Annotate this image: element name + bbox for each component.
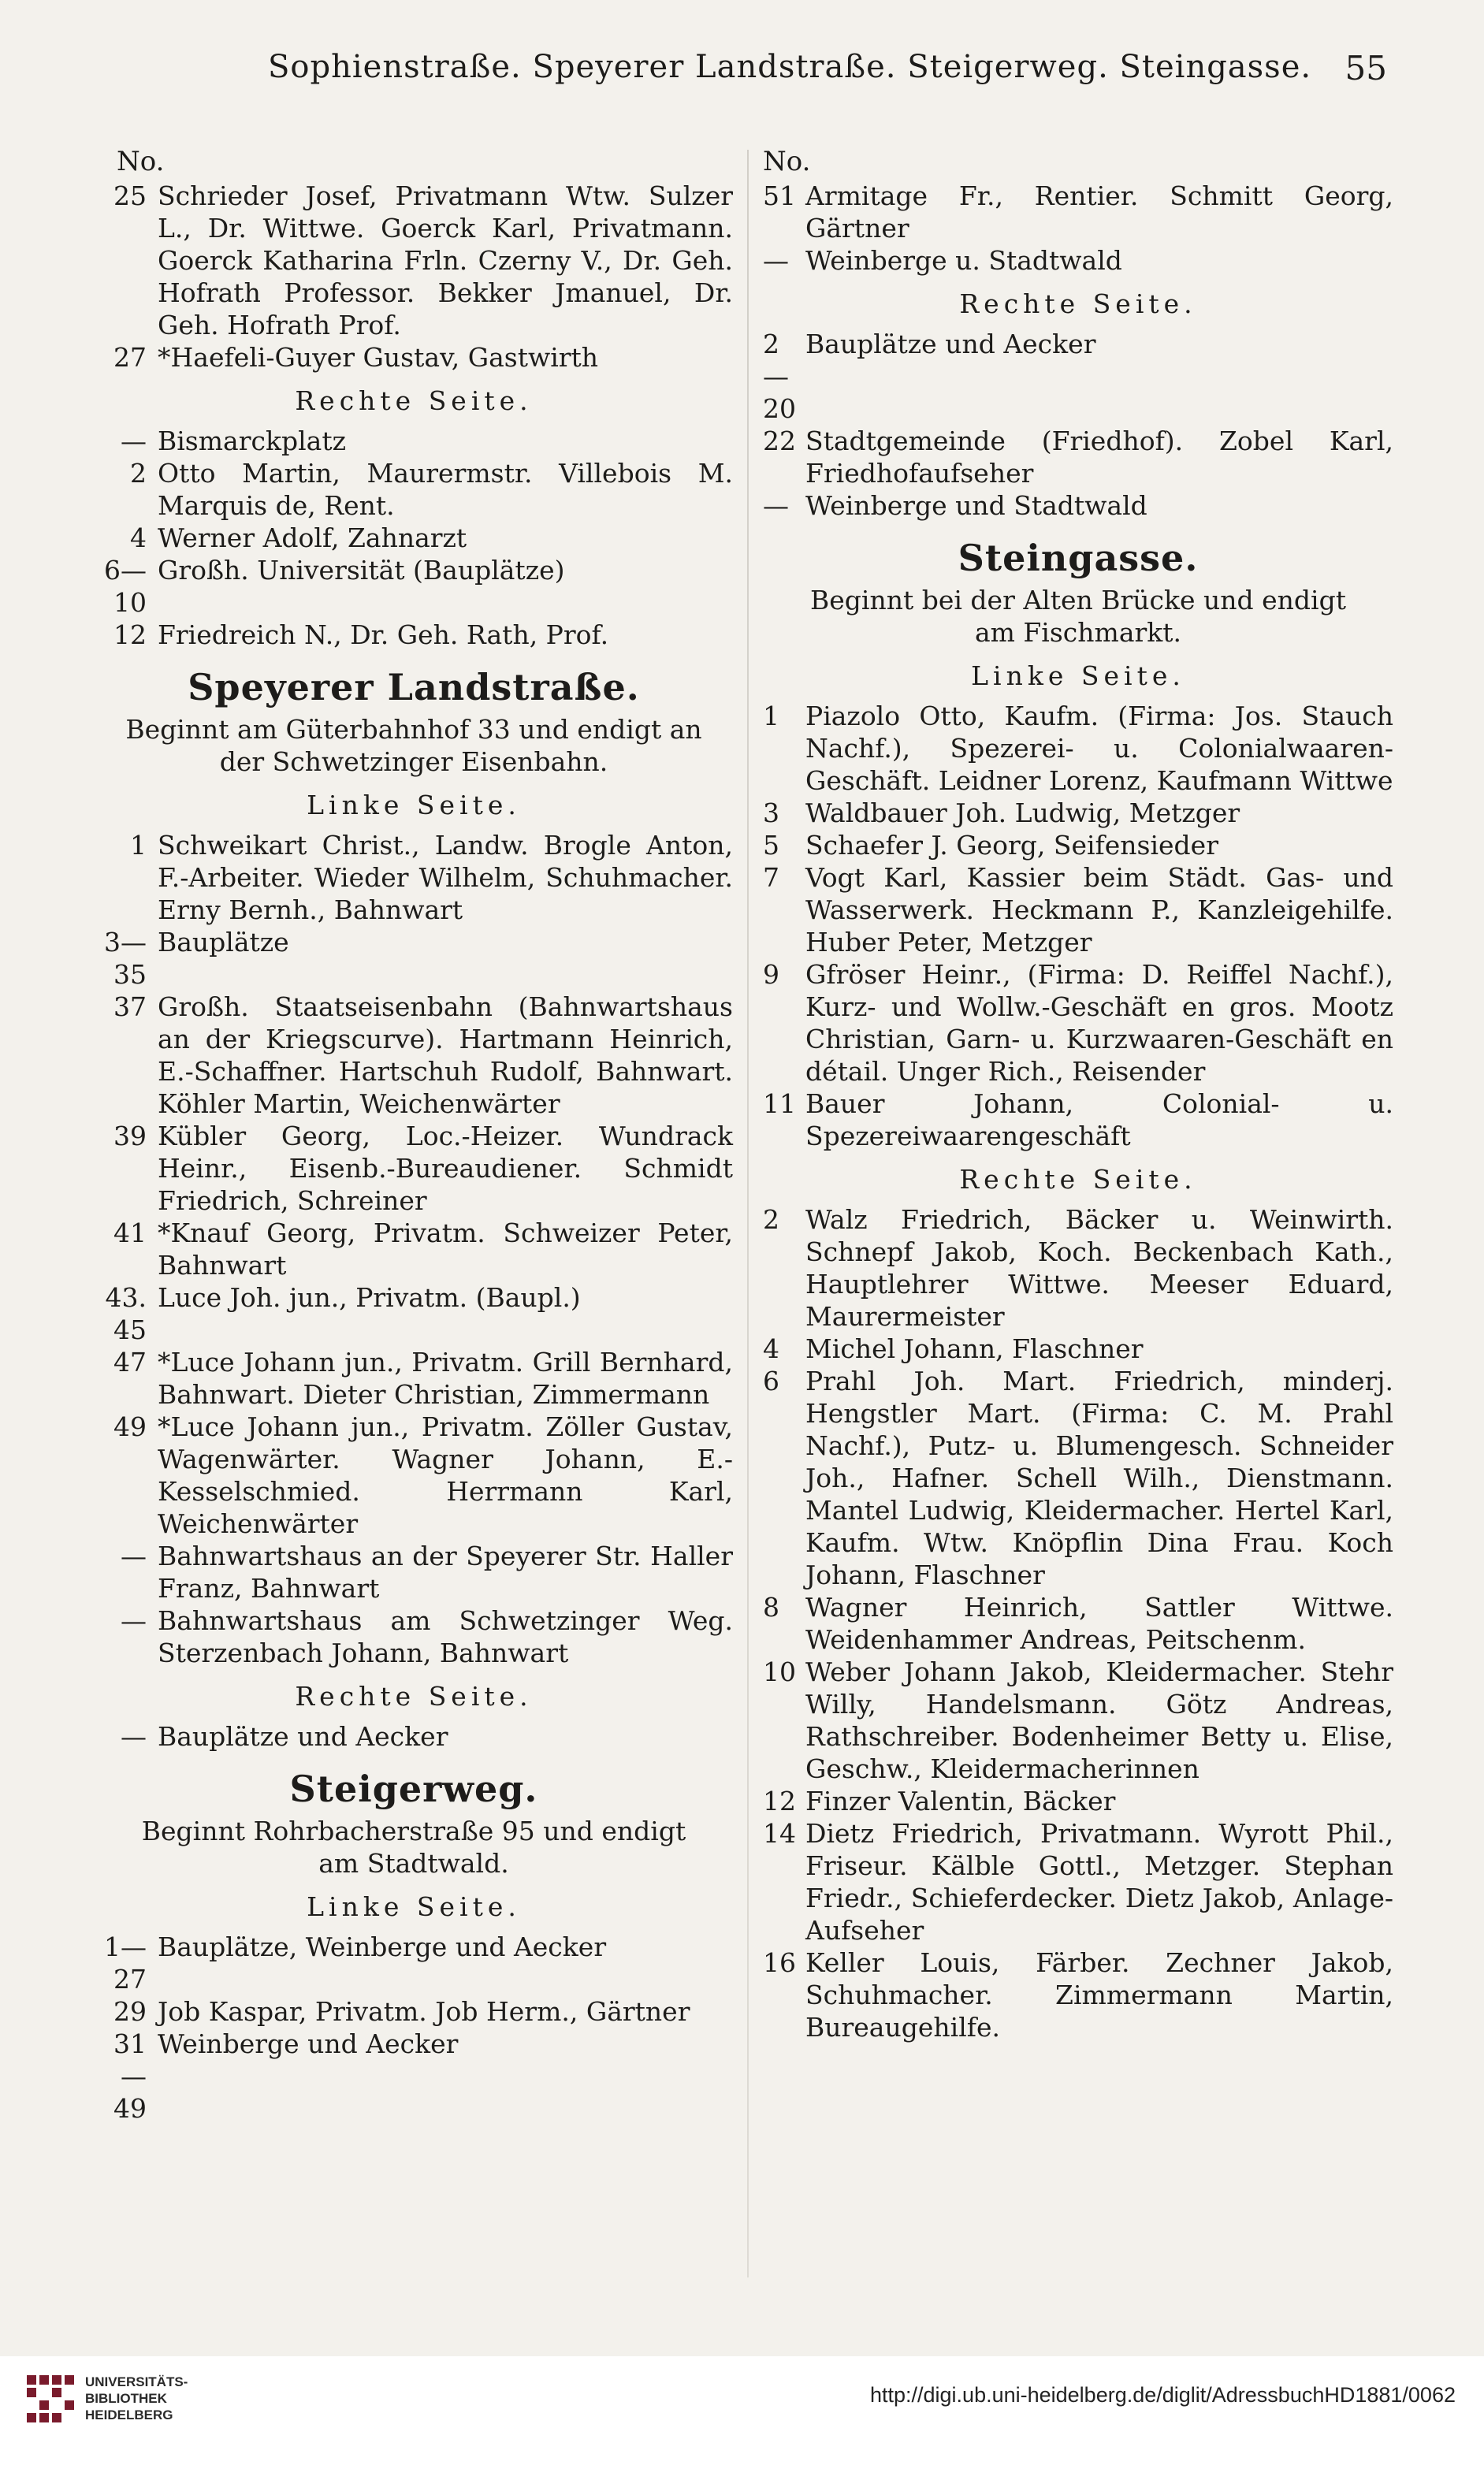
resident-text: Weinberge und Stadtwald <box>805 490 1147 521</box>
address-entry <box>95 2028 733 2125</box>
column-divider <box>747 150 749 2277</box>
house-number: 8 <box>763 1592 779 1623</box>
house-number: 14 <box>763 1818 796 1849</box>
resident-text: Schrieder Josef, Privatmann Wtw. Sulzer L., Dr. Wittwe. Goerck Karl, Privatmann. Goerck Katharina Frln. Czerny V., Dr. Geh. Hofrath Professor. Bekker Jmanuel, Dr. Geh. Hofrath Prof. <box>158 180 733 340</box>
address-entry <box>95 619 733 651</box>
address-entry <box>763 1203 1393 1333</box>
resident-text: Stadtgemeinde (Friedhof). Zobel Karl, Friedhofaufseher <box>805 426 1393 489</box>
house-number: — <box>763 245 789 276</box>
street-title: Steigerweg. <box>289 1768 538 1810</box>
address-entry <box>95 1931 733 1995</box>
address-entry <box>763 829 1393 861</box>
entry-list <box>95 1720 733 1753</box>
address-entry <box>763 1785 1393 1817</box>
side-heading: Rechte Seite. <box>959 1164 1197 1195</box>
address-entry <box>763 1591 1393 1656</box>
side-heading: Linke Seite. <box>307 1891 521 1922</box>
house-number: 47 <box>113 1347 147 1378</box>
page-header <box>268 49 1387 96</box>
address-entry <box>95 991 733 1120</box>
side-heading: Rechte Seite. <box>959 288 1197 319</box>
address-entry <box>95 457 733 522</box>
address-entry <box>763 700 1393 797</box>
house-number: 12 <box>763 1786 796 1816</box>
entry-list <box>95 180 733 374</box>
left-column <box>95 146 733 2125</box>
house-number: 25 <box>113 180 147 211</box>
street-description: Beginnt bei der Alten Brücke und endigt am Fischmarkt. <box>810 585 1346 648</box>
resident-text: *Haefeli-Guyer Gustav, Gastwirth <box>158 342 599 373</box>
resident-text: Keller Louis, Färber. Zechner Jakob, Schuhmacher. Zimmermann Martin, Bureaugehilfe. <box>805 1947 1393 2043</box>
resident-text: *Knauf Georg, Privatm. Schweizer Peter, Bahnwart <box>158 1218 733 1281</box>
house-number: 49 <box>113 1411 147 1442</box>
side-heading: Rechte Seite. <box>295 1681 533 1712</box>
house-number: 11 <box>763 1088 796 1119</box>
resident-text: Großh. Staatseisenbahn (Bahnwartshaus an der Kriegscurve). Hartmann Heinrich, E.-Schaffner. Hartschuh Rudolf, Bahnwart. Köhler Martin, Weichenwärter <box>158 991 733 1119</box>
resident-text: Weber Johann Jakob, Kleidermacher. Stehr Willy, Handelsmann. Götz Andreas, Rathschreiber. Bodenheimer Betty u. Elise, Geschw., Kleidermacherinnen <box>805 1656 1393 1784</box>
street-title: Steingasse. <box>958 537 1199 579</box>
house-number: — <box>121 1605 147 1636</box>
house-number: 51 <box>763 180 796 211</box>
address-entry <box>95 1720 733 1753</box>
address-entry <box>95 829 733 926</box>
resident-text: Friedreich N., Dr. Geh. Rath, Prof. <box>158 619 609 650</box>
address-entry <box>763 797 1393 829</box>
address-entry <box>95 1281 733 1346</box>
address-entry <box>95 1120 733 1217</box>
resident-text: Bauplätze und Aecker <box>805 329 1096 359</box>
address-entry <box>95 341 733 374</box>
resident-text: Dietz Friedrich, Privatmann. Wyrott Phil., Friseur. Kälble Gottl., Metzger. Stephan Friedr., Schieferdecker. Dietz Jakob, Anlage-Aufseher <box>805 1818 1393 1946</box>
address-entry <box>95 1540 733 1604</box>
address-entry <box>95 522 733 554</box>
house-number: — <box>121 426 147 456</box>
house-number: 6—10 <box>104 555 147 618</box>
running-title: Sophienstraße. Speyerer Landstraße. Steigerweg. Steingasse. <box>268 49 1312 85</box>
house-number: 1 <box>763 701 779 731</box>
resident-text: Bauer Johann, Colonial- u. Spezereiwaarengeschäft <box>805 1088 1393 1151</box>
entry-list <box>763 1203 1393 2043</box>
address-entry <box>95 1346 733 1411</box>
resident-text: Job Kaspar, Privatm. Job Herm., Gärtner <box>158 1996 690 2027</box>
resident-text: Weinberge u. Stadtwald <box>805 245 1122 276</box>
address-entry <box>95 1217 733 1281</box>
address-entry <box>763 244 1393 277</box>
resident-text: Schweikart Christ., Landw. Brogle Anton, F.-Arbeiter. Wieder Wilhelm, Schuhmacher. Erny Bernh., Bahnwart <box>158 830 733 925</box>
address-entry <box>763 489 1393 522</box>
street-title: Speyerer Landstraße. <box>188 666 640 708</box>
resident-text: Michel Johann, Flaschner <box>805 1333 1144 1364</box>
resident-text: Bauplätze und Aecker <box>158 1721 448 1752</box>
house-number: 9 <box>763 959 779 990</box>
house-number: 22 <box>763 426 796 456</box>
entry-list <box>763 180 1393 277</box>
address-entry <box>763 958 1393 1088</box>
resident-text: Schaefer J. Georg, Seifensieder <box>805 830 1218 861</box>
house-number: 43. 45 <box>105 1282 147 1345</box>
house-number: — <box>121 1721 147 1752</box>
entry-list <box>95 829 733 1669</box>
house-number: 31—49 <box>113 2028 147 2124</box>
address-entry <box>95 926 733 991</box>
address-entry <box>763 1656 1393 1785</box>
resident-text: Wagner Heinrich, Sattler Wittwe. Weidenhammer Andreas, Peitschenm. <box>805 1592 1393 1655</box>
address-entry <box>763 1088 1393 1152</box>
no-label: No. <box>117 146 165 177</box>
address-entry <box>95 554 733 619</box>
library-name: UNIVERSITÄTS- BIBLIOTHEK HEIDELBERG <box>85 2374 188 2422</box>
resident-text: Prahl Joh. Mart. Friedrich, minderj. Hengstler Mart. (Firma: C. M. Prahl Nachf.), Putz- u. Blumengesch. Schneider Joh., Hafner. Schell Wilh., Dienstmann. Mantel Ludwig, Kleidermacher. Hertel Karl, Kaufm. Wtw. Knöpflin Dina Frau. Koch Johann, Flaschner <box>805 1366 1393 1590</box>
house-number: 6 <box>763 1366 779 1396</box>
house-number: 29 <box>113 1996 147 2027</box>
address-entry <box>763 1946 1393 2043</box>
address-entry <box>95 425 733 457</box>
resident-text: Waldbauer Joh. Ludwig, Metzger <box>805 798 1240 828</box>
resident-text: Gfröser Heinr., (Firma: D. Reiffel Nachf.), Kurz- und Wollw.-Geschäft en gros. Mootz Christian, Garn- u. Kurzwaaren-Geschäft en détail. Unger Rich., Reisender <box>805 959 1393 1087</box>
resident-text: Großh. Universität (Bauplätze) <box>158 555 565 586</box>
house-number: 16 <box>763 1947 796 1978</box>
house-number: 1 <box>130 830 147 861</box>
address-entry <box>763 1333 1393 1365</box>
house-number: 3—35 <box>104 927 147 990</box>
no-label: No. <box>763 146 811 177</box>
resident-text: Finzer Valentin, Bäcker <box>805 1786 1116 1816</box>
page-number: 55 <box>1345 49 1387 87</box>
side-heading: Linke Seite. <box>307 790 521 820</box>
house-number: 7 <box>763 862 779 893</box>
resident-text: Walz Friedrich, Bäcker u. Weinwirth. Schnepf Jakob, Koch. Beckenbach Kath., Hauptlehrer Wittwe. Meeser Eduard, Maurermeister <box>805 1204 1393 1332</box>
resident-text: Bauplätze, Weinberge und Aecker <box>158 1932 607 1962</box>
house-number: 2 <box>130 458 147 489</box>
entry-list <box>95 425 733 651</box>
resident-text: Kübler Georg, Loc.-Heizer. Wundrack Heinr., Eisenb.-Bureaudiener. Schmidt Friedrich, Schreiner <box>158 1121 733 1216</box>
address-entry <box>763 1365 1393 1591</box>
entry-list <box>763 700 1393 1152</box>
address-entry <box>763 180 1393 244</box>
address-entry <box>763 1817 1393 1946</box>
house-number: 4 <box>763 1333 779 1364</box>
address-entry <box>763 328 1393 425</box>
street-description: Beginnt Rohrbacherstraße 95 und endigt am Stadtwald. <box>141 1816 686 1879</box>
resident-text: *Luce Johann jun., Privatm. Zöller Gustav, Wagenwärter. Wagner Johann, E.-Kesselschmied. Herrmann Karl, Weichenwärter <box>158 1411 733 1539</box>
resident-text: Armitage Fr., Rentier. Schmitt Georg, Gärtner <box>805 180 1393 244</box>
resident-text: *Luce Johann jun., Privatm. Grill Bernhard, Bahnwart. Dieter Christian, Zimmermann <box>158 1347 733 1410</box>
side-heading: Linke Seite. <box>971 660 1185 691</box>
street-description: Beginnt am Güterbahnhof 33 und endigt an der Schwetzinger Eisenbahn. <box>125 714 702 777</box>
university-library-logo-icon <box>22 2370 79 2427</box>
resident-text: Piazolo Otto, Kaufm. (Firma: Jos. Stauch Nachf.), Spezerei- u. Colonialwaaren-Geschäft. Leidner Lorenz, Kaufmann Wittwe <box>805 701 1393 796</box>
house-number: 4 <box>130 522 147 553</box>
source-url-link[interactable]: http://digi.ub.uni-heidelberg.de/diglit/AdressbuchHD1881/0062 <box>869 2383 1456 2407</box>
house-number: — <box>121 1541 147 1571</box>
side-heading: Rechte Seite. <box>295 385 533 416</box>
resident-text: Bismarckplatz <box>158 426 346 456</box>
address-entry <box>95 1995 733 2028</box>
house-number: 5 <box>763 830 779 861</box>
address-entry <box>95 1604 733 1669</box>
house-number: 2—20 <box>763 329 796 424</box>
house-number: 39 <box>113 1121 147 1151</box>
right-column <box>763 146 1393 2043</box>
resident-text: Luce Joh. jun., Privatm. (Baupl.) <box>158 1282 581 1313</box>
house-number: 3 <box>763 798 779 828</box>
resident-text: Bahnwartshaus an der Speyerer Str. Haller Franz, Bahnwart <box>158 1541 733 1604</box>
entry-list <box>763 328 1393 522</box>
resident-text: Vogt Karl, Kassier beim Städt. Gas- und Wasserwerk. Heckmann P., Kanzleigehilfe. Huber Peter, Metzger <box>805 862 1393 957</box>
entry-list <box>95 1931 733 2125</box>
house-number: 2 <box>763 1204 779 1235</box>
house-number: 1—27 <box>104 1932 147 1995</box>
house-number: 41 <box>113 1218 147 1248</box>
address-entry <box>95 180 733 341</box>
house-number: — <box>763 490 789 521</box>
address-entry <box>95 1411 733 1540</box>
resident-text: Werner Adolf, Zahnarzt <box>158 522 467 553</box>
house-number: 37 <box>113 991 147 1022</box>
resident-text: Bauplätze <box>158 927 289 957</box>
address-entry <box>763 425 1393 489</box>
house-number: 27 <box>113 342 147 373</box>
address-entry <box>763 861 1393 958</box>
house-number: 10 <box>763 1656 796 1687</box>
resident-text: Weinberge und Aecker <box>158 2028 459 2059</box>
resident-text: Bahnwartshaus am Schwetzinger Weg. Sterzenbach Johann, Bahnwart <box>158 1605 733 1668</box>
resident-text: Otto Martin, Maurermstr. Villebois M. Marquis de, Rent. <box>158 458 733 521</box>
footer <box>0 2356 1484 2480</box>
house-number: 12 <box>113 619 147 650</box>
